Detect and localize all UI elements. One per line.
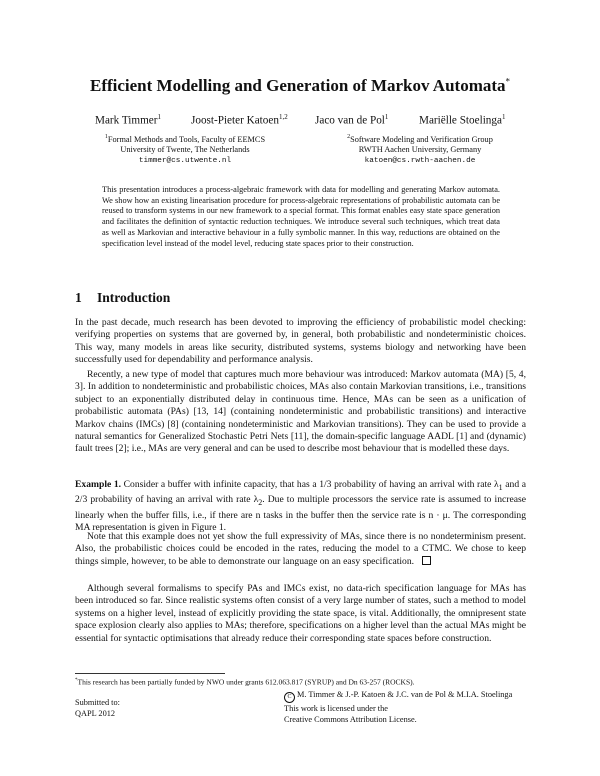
footnote: *This research has been partially funded by NWO under grants 612.063.817 (SYRUP) and Dn 63-257 (ROCKS). (75, 677, 415, 687)
copyright-icon: C (284, 692, 295, 703)
author-4: Mariëlle Stoelinga$^1$ (419, 113, 506, 127)
paragraph-1: In the past decade, much research has been devoted to improving the efficiency of probabilistic model checking: verifying properties on systems that are governed by, in general, both probabilistic and nondeterministic choices. This way, many models in areas like security, distributed systems, systems biology and networking have been successfully used for dependability and performance analysis. (75, 317, 526, 366)
footnote-rule (75, 673, 225, 674)
section-heading: 1 Introduction (75, 290, 171, 305)
affiliation-1: $^1$Formal Methods and Tools, Faculty of EEMCS University of Twente, The Netherlands timmer@cs.utwente.nl (90, 132, 280, 167)
fraction-two-thirds: 2/3 (75, 494, 88, 506)
abstract: This presentation introduces a process-algebraic framework with data for modelling and generating Markov automata. We show how an existing linearisation procedure for process-algebraic representations of probabilistic automata can be reused to transform systems in our new framework to a special format. This format enables easy state space generation and facilitates the definition of syntactic reduction techniques. We introduce several such techniques, which treat data as well as Markovian and interactive behaviour in a fully symbolic manner. In this way, reductions are obtained on the specification level instead of the model level, reducing state spaces prior to their construction. (102, 185, 500, 248)
paragraph-3: Note that this example does not yet show the full expressivity of MAs, since there is no nondeterminism present. Also, the probabilistic choices could be encoded in the rates, reducing the model to a CTMC. We chose to keep things simple, however, to be able to demonstrate our language on an easy specification. (75, 531, 526, 567)
fraction-one-third: 1/3 (319, 479, 332, 490)
email-2: katoen@cs.rwth-aachen.de (364, 156, 476, 165)
submitted-to: Submitted to: QAPL 2012 (75, 698, 120, 718)
author-1: Mark Timmer$^1$ (95, 113, 161, 127)
example-1: Example 1. Consider a buffer with infinite capacity, that has a 1/3 probability of having an arrival with rate $\lambda_1$ and a 2/3 probability of having an arrival with rate $\lambda_2$. Due to multiple processors the service rate is assumed to increase linearly when the buffer fills, i.e., if there are n tasks in the buffer then the service rate is n · μ. The corresponding MA representation is given in Figure 1. (75, 479, 526, 534)
email-1: timmer@cs.utwente.nl (138, 156, 232, 165)
paragraph-4: Although several formalisms to specify PAs and IMCs exist, no data-rich specification language for MAs has been introduced so far. Since realistic systems often consist of a very large number of states, such a method to model systems on a higher level, instead of explicitly providing the state space, is vital. Additionally, the omnipresent state space explosion clearly also applies to MAs; therefore, specifications on a higher level than the actual MAs might be essential for syntactic optimisations that already reduce their corresponding state spaces before construction. (75, 583, 526, 644)
license-block: C M. Timmer & J.-P. Katoen & J.C. van de Pol & M.I.A. Stoelinga This work is licensed under the Creative Commons Attribution License. (284, 690, 513, 725)
paragraph-2: Recently, a new type of model that captures much more behaviour was introduced: Markov automata (MA) [5, 4, 3]. In addition to nondeterministic and probabilistic choices, MAs also contain Markovian transitions, i.e., transitions subject to an exponentially distributed delay in continuous time. Hence, MAs can be seen as a unification of probabilistic automata (PAs) [13, 14] (containing nondeterministic and probabilistic transitions) and interactive Markov chains (IMCs) [8] (containing nondeterministic and Markovian transitions). They can be used to provide a natural semantics for Generalized Stochastic Petri Nets [11], the domain-specific language AADL [1] and (dynamic) fault trees [2]; i.e., MAs are very general and can be used to describe most behaviour that is modelled these days. (75, 369, 526, 455)
qed-square-icon (422, 556, 431, 565)
paper-title: Efficient Modelling and Generation of Markov Automata* (89, 76, 511, 95)
author-3: Jaco van de Pol$^1$ (315, 113, 389, 127)
affiliation-2: $^2$Software Modeling and Verification Group RWTH Aachen University, Germany katoen@cs.rwth-aachen.de (320, 132, 520, 167)
title-footnote-mark: * (505, 76, 511, 87)
author-2: Joost-Pieter Katoen$^{1,2}$ (191, 113, 288, 127)
